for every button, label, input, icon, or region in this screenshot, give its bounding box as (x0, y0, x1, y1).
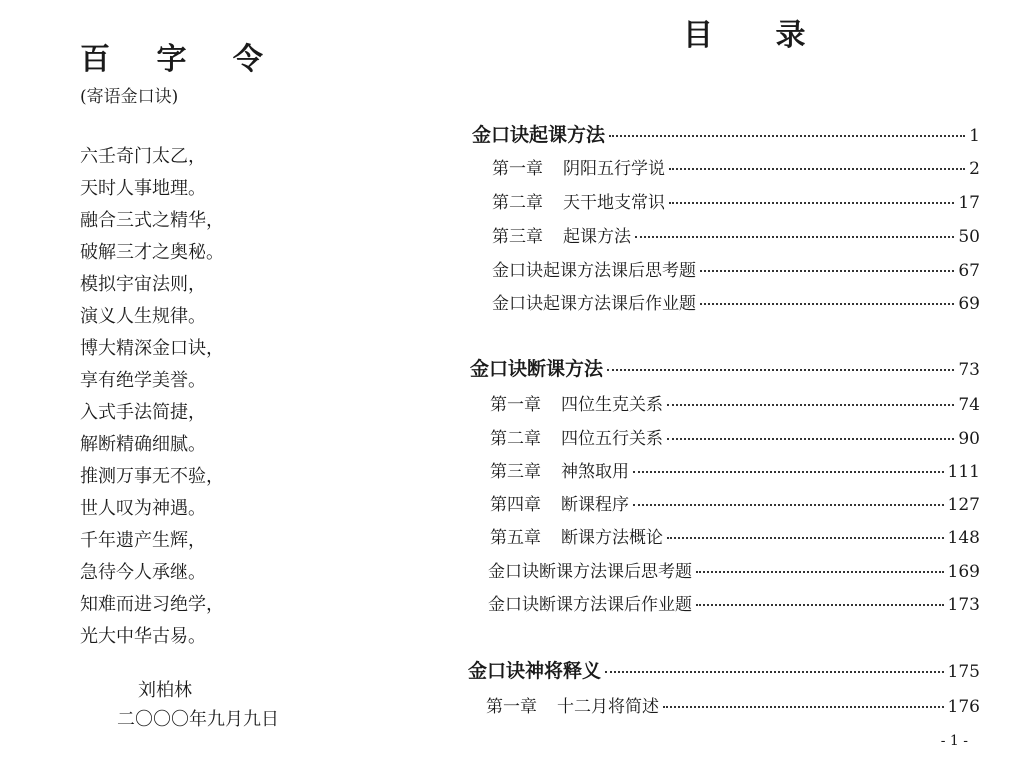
poem-line: 融合三式之精华， (80, 210, 224, 231)
dot-leader (669, 168, 965, 170)
toc-entry (492, 256, 980, 281)
toc-chapter-number: 第一章 (490, 395, 541, 415)
toc-page-number: 176 (947, 697, 980, 717)
dot-leader (667, 404, 954, 406)
right-page (440, 0, 1020, 757)
poem-line: 演义人生规律。 (80, 306, 206, 327)
toc-part-heading (468, 656, 980, 683)
dot-leader (635, 236, 954, 238)
toc-page-number: 17 (958, 193, 980, 213)
poem-line: 入式手法简捷， (80, 402, 206, 423)
toc-part-heading (472, 120, 980, 147)
toc-entry (488, 557, 980, 582)
toc-page-number: 74 (958, 395, 980, 415)
poem-line: 推测万事无不验， (80, 466, 224, 487)
toc-entry-title: 阴阳五行学说 (563, 159, 665, 179)
toc-entry-title: 起课方法 (563, 227, 631, 247)
toc-part-title: 金口诀起课方法 (472, 124, 606, 146)
poem-date: 二〇〇〇年九月九日 (117, 709, 279, 730)
toc-chapter-number: 第二章 (492, 193, 543, 213)
dot-leader (605, 671, 944, 673)
dot-leader (667, 438, 954, 440)
toc-part-title: 金口诀神将释义 (468, 660, 602, 682)
toc-entry (490, 523, 980, 548)
toc-entry (490, 390, 980, 415)
toc-chapter-number: 第五章 (490, 528, 541, 548)
toc-entry (490, 457, 980, 482)
toc-chapter-number: 第四章 (490, 495, 541, 515)
poem-author: 刘柏林 (138, 680, 192, 701)
toc-chapter-number: 第一章 (486, 697, 537, 717)
toc-chapter-number: 第一章 (492, 159, 543, 179)
dot-leader (633, 471, 944, 473)
toc-page-number: 1 (969, 126, 980, 146)
poem-line: 千年遗产生辉， (80, 530, 206, 551)
toc-page-number: 2 (969, 159, 980, 179)
poem-subtitle: (寄语金口诀) (80, 87, 179, 107)
toc-page-number: 67 (958, 261, 980, 281)
toc-page-number: 175 (947, 662, 980, 682)
toc-entry-title: 四位五行关系 (561, 429, 663, 449)
dot-leader (633, 504, 944, 506)
toc-page-number: 173 (947, 595, 980, 615)
toc-chapter-number: 第二章 (490, 429, 541, 449)
poem-line: 解断精确细腻。 (80, 434, 206, 455)
toc-entry-title: 十二月将简述 (557, 697, 659, 717)
dot-leader (663, 706, 944, 708)
toc-entry-title: 神煞取用 (561, 462, 629, 482)
toc-page-number: 169 (947, 562, 980, 582)
dot-leader (700, 303, 954, 305)
page-number: - 1 - (940, 733, 968, 749)
toc-entry-title: 断课方法概论 (561, 528, 663, 548)
poem-line: 光大中华古易。 (80, 626, 206, 647)
toc-entry-title: 四位生克关系 (561, 395, 663, 415)
toc-entry (490, 490, 980, 515)
dot-leader (609, 135, 965, 137)
toc-page-number: 50 (958, 227, 980, 247)
dot-leader (696, 571, 944, 573)
toc-chapter-number: 第三章 (492, 227, 543, 247)
toc-entry (492, 222, 980, 247)
poem-line: 六壬奇门太乙， (80, 146, 206, 167)
poem-title: 百 字 令 (80, 42, 281, 77)
toc-entry (492, 154, 980, 179)
toc-chapter-number: 第三章 (490, 462, 541, 482)
toc-entry (490, 424, 980, 449)
dot-leader (700, 270, 954, 272)
dot-leader (667, 537, 944, 539)
dot-leader (669, 202, 954, 204)
toc-heading: 目 录 (683, 18, 832, 53)
toc-page-number: 69 (958, 294, 980, 314)
toc-entry (492, 289, 980, 314)
poem-line: 世人叹为神遇。 (80, 498, 206, 519)
poem-line: 急待今人承继。 (80, 562, 206, 583)
toc-part-title: 金口诀断课方法 (470, 358, 604, 380)
toc-entry (488, 590, 980, 615)
dot-leader (696, 604, 944, 606)
toc-page-number: 73 (958, 360, 980, 380)
toc-entry-title: 天干地支常识 (563, 193, 665, 213)
toc-entry-title: 金口诀起课方法课后作业题 (492, 294, 696, 314)
toc-page-number: 90 (958, 429, 980, 449)
toc-entry-title: 断课程序 (561, 495, 629, 515)
poem-line: 享有绝学美誉。 (80, 370, 206, 391)
toc-page-number: 148 (947, 528, 980, 548)
toc-entry (492, 188, 980, 213)
left-page (0, 0, 430, 757)
toc-page-number: 111 (947, 462, 980, 482)
toc-page-number: 127 (947, 495, 980, 515)
toc-entry-title: 金口诀起课方法课后思考题 (492, 261, 696, 281)
poem-line: 知难而进习绝学， (80, 594, 224, 615)
poem-line: 天时人事地理。 (80, 178, 206, 199)
toc-entry-title: 金口诀断课方法课后作业题 (488, 595, 692, 615)
poem-body (80, 141, 224, 653)
toc-entry (486, 692, 980, 717)
toc-part-heading (470, 354, 980, 381)
poem-line: 模拟宇宙法则， (80, 274, 206, 295)
dot-leader (607, 369, 954, 371)
poem-line: 博大精深金口诀， (80, 338, 224, 359)
poem-line: 破解三才之奥秘。 (80, 242, 224, 263)
toc-entry-title: 金口诀断课方法课后思考题 (488, 562, 692, 582)
